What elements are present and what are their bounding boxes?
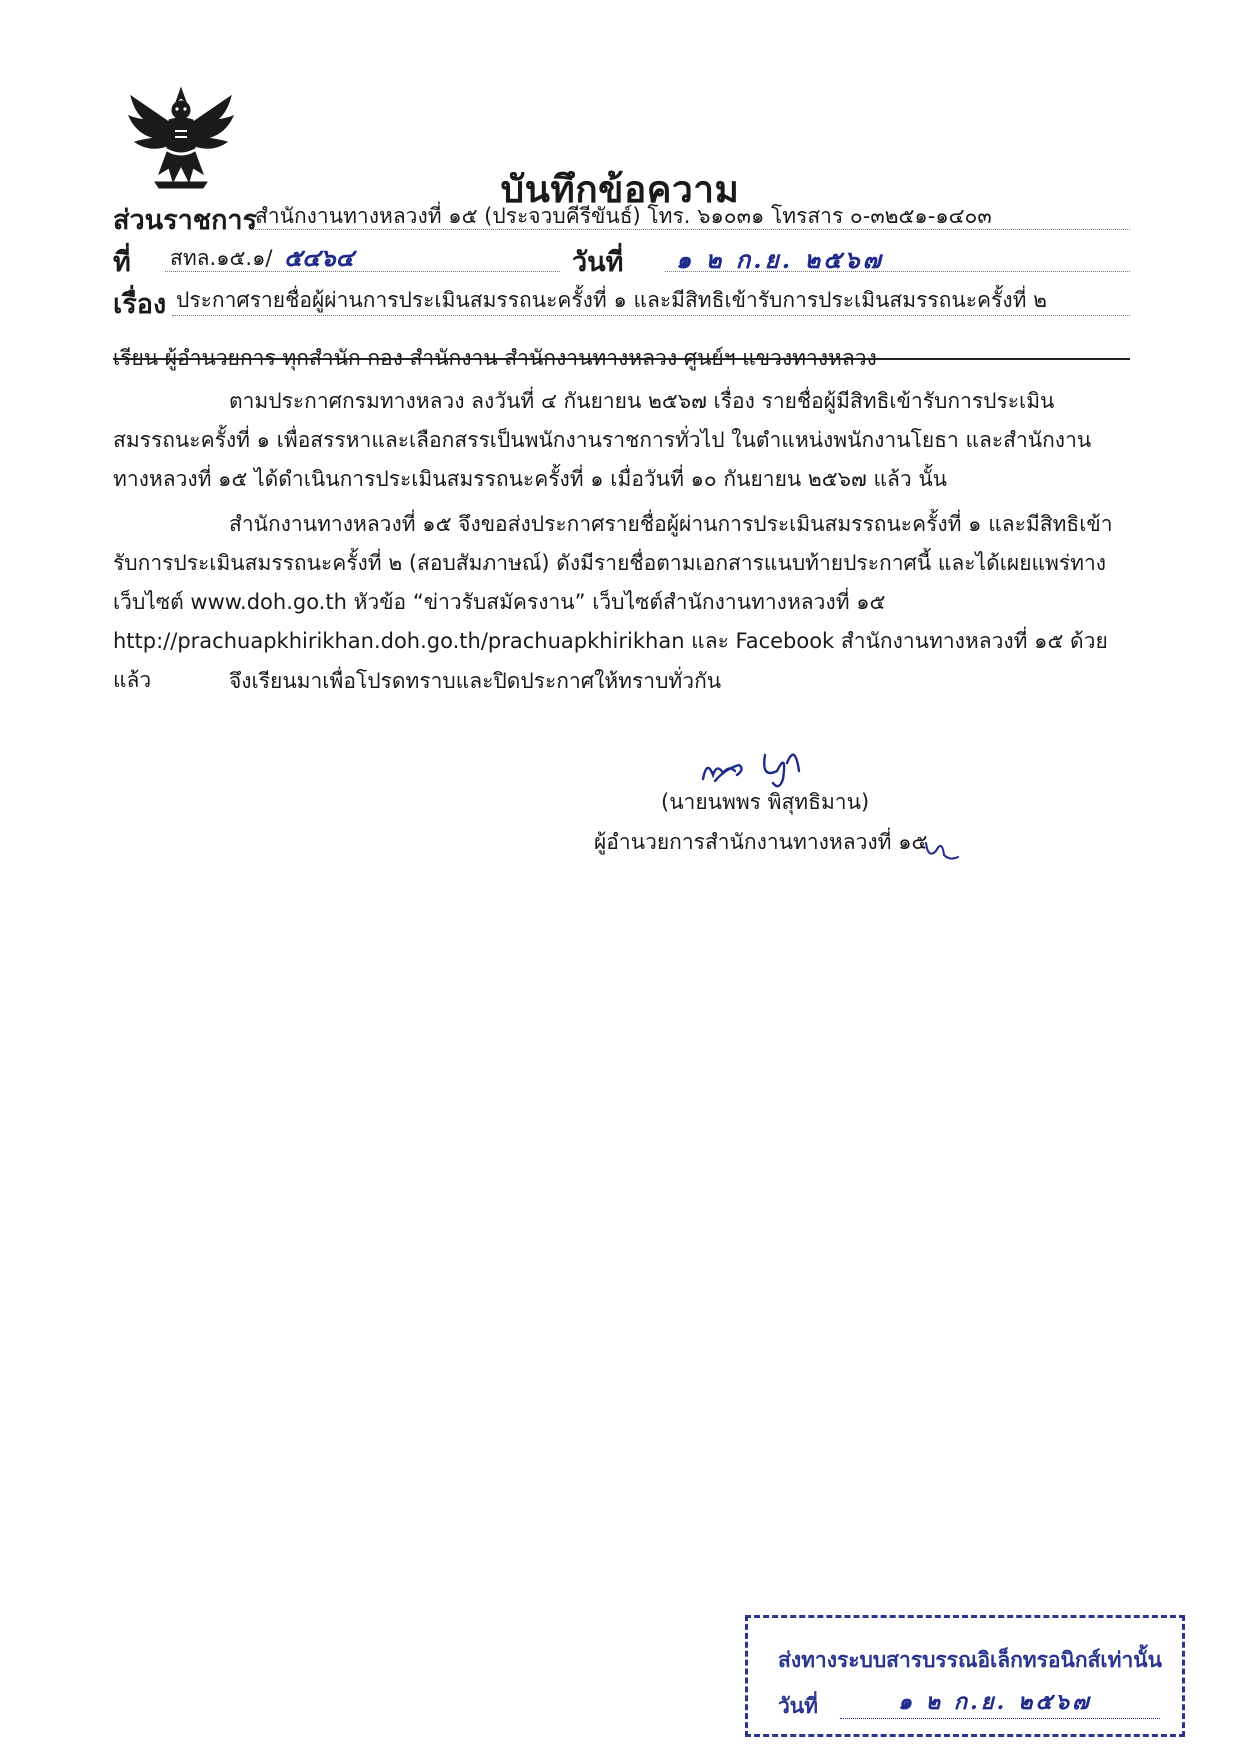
- stamp-date-value: ๑ ๒ ก.ย. ๒๕๖๗: [898, 1689, 1092, 1715]
- subject-dotted-line: [172, 315, 1130, 316]
- department-label: ส่วนราชการ: [113, 205, 258, 236]
- subject-value: ประกาศรายชื่อผู้ผ่านการประเมินสมรรถนะครั้งที่ ๑ และมีสิทธิเข้ารับการประเมินสมรรถนะครั้งที่ ๒: [176, 288, 1047, 312]
- date-dotted-line: [665, 271, 1130, 272]
- closing-line: จึงเรียนมาเพื่อโปรดทราบและปิดประกาศให้ทราบทั่วกัน: [229, 669, 722, 693]
- reference-dotted-line: [165, 271, 560, 272]
- subject-label: เรื่อง: [113, 289, 167, 320]
- signatory-position: ผู้อำนวยการสำนักงานทางหลวงที่ ๑๕: [594, 830, 928, 854]
- reference-prefix: สทล.๑๕.๑/: [170, 246, 273, 270]
- stamp-date-label: วันที่: [778, 1694, 818, 1718]
- signatory-name: (นายนพพร พิสุทธิมาน): [661, 790, 870, 814]
- department-dotted-line: [250, 229, 1130, 230]
- handwritten-initials: [922, 833, 962, 863]
- date-value: ๑ ๒ ก.ย. ๒๕๖๗: [676, 245, 884, 274]
- electronic-delivery-stamp: [745, 1615, 1185, 1737]
- date-label: วันที่: [572, 247, 624, 278]
- reference-number: ๕๔๖๔: [284, 243, 354, 272]
- stamp-text: ส่งทางระบบสารบรรณอิเล็กทรอนิกส์เท่านั้น: [778, 1648, 1162, 1672]
- department-value: สำนักงานทางหลวงที่ ๑๕ (ประจวบคีรีขันธ์) โทร. ๖๑๐๓๑ โทรสาร ๐-๓๒๕๑-๑๔๐๓: [255, 204, 992, 228]
- paragraph-1: ตามประกาศกรมทางหลวง ลงวันที่ ๔ กันยายน ๒๕๖๗ เรื่อง รายชื่อผู้มีสิทธิเข้ารับการประเมินสมรรถนะครั้งที่ ๑ เพื่อสรรหาและเลือกสรรเป็นพนักงานราชการทั่วไป ในตำแหน่งพนักงานโยธา และสำนักงานทางหลวงที่ ๑๕ ได้ดำเนินการประเมินสมรรถนะครั้งที่ ๑ เมื่อวันที่ ๑๐ กันยายน ๒๕๖๗ แล้ว นั้น: [113, 389, 1092, 491]
- salutation: เรียน ผู้อำนวยการ ทุกสำนัก กอง สำนักงาน สำนักงานทางหลวง ศูนย์ฯ แขวงทางหลวง: [113, 346, 877, 370]
- paragraph-2: สำนักงานทางหลวงที่ ๑๕ จึงขอส่งประกาศรายชื่อผู้ผ่านการประเมินสมรรถนะครั้งที่ ๑ และมีสิทธิเข้ารับการประเมินสมรรถนะครั้งที่ ๒ (สอบสัมภาษณ์) ดังมีรายชื่อตามเอกสารแนบท้ายประกาศนี้ และได้เผยแพร่ทางเว็บไซต์ www.doh.go.th หัวข้อ “ข่าวรับสมัครงาน” เว็บไซต์สำนักงานทางหลวงที่ ๑๕ http://prachuapkhirikhan.doh.go.th/prachuapkhirikhan และ Facebook สำนักงานทางหลวงที่ ๑๕ ด้วยแล้ว: [113, 512, 1113, 692]
- reference-label: ที่: [113, 247, 131, 278]
- document-title: บันทึกข้อความ: [500, 168, 740, 211]
